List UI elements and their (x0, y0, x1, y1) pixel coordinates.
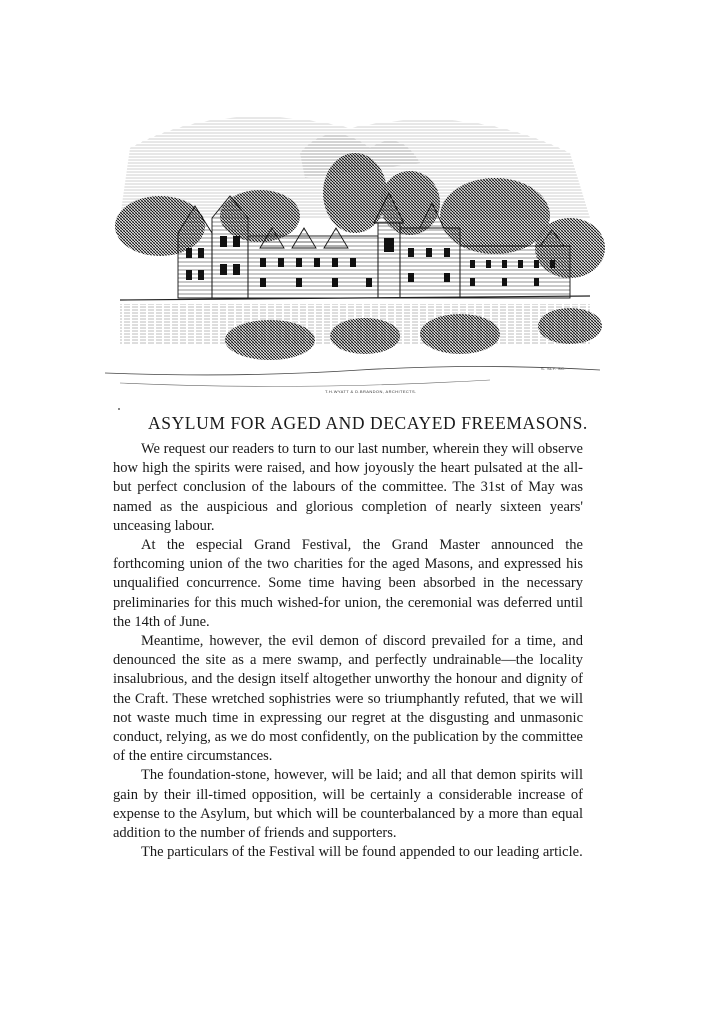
article-paragraph: The foundation-stone, however, will be laid; and all that demon spirits will gain by their ill-timed opposition, will be certainly a considerable increase of expense to the Asylum, but which will be counterbalanced by a more than equal addition to the number of friends and supporters. (113, 767, 583, 842)
article-paragraph: The particulars of the Festival will be found appended to our leading article. (141, 844, 583, 861)
margin-mark (118, 408, 120, 410)
engraving-caption-architects: T.H.WYATT & D.BRANDON, ARCHITECTS. (325, 389, 417, 394)
article-paragraph: We request our readers to turn to our last number, wherein they will observe how high the spirits were raised, and how joyously the heart pulsated at the all-but perfect conclusion of the labours of the committee. The 31st of May was named as the auspicious and glorious completion of nearly sixteen years' unceasing labour. (113, 441, 583, 534)
article-body (113, 440, 583, 862)
article-title: ASYLUM FOR AGED AND DECAYED FREEMASONS. (148, 413, 588, 433)
asylum-engraving (100, 108, 605, 398)
article-paragraph: Meantime, however, the evil demon of discord prevailed for a time, and denounced the site as a mere swamp, and perfectly undrainable—the locality insalubrious, and the design itself altogether unworthy the honour and dignity of the Craft. These wretched sophistries were so triumphantly refuted, that we will not waste much time in expressing our regret at the disgusting and unmasonic conduct, relying, as we do most confidently, on the publication by the committee of the entire circumstances. (113, 633, 583, 765)
article-paragraph: At the especial Grand Festival, the Grand Master announced the forthcoming union of the two charities for the aged Masons, and expressed his unqualified concurrence. Some time having been absorbed in the necessary preliminaries for this much wished-for union, the ceremonial was deferred until the 14th of June. (113, 537, 583, 630)
engraving-caption-engraver: S. SLY. SC. (541, 366, 566, 371)
